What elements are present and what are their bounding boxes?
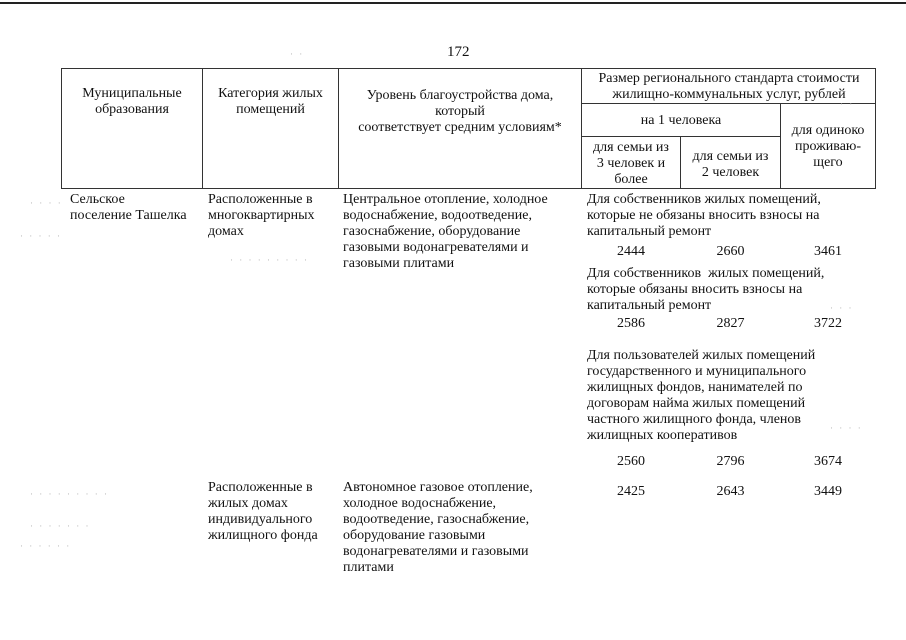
scan-noise: · · · · · · · · · <box>230 255 309 265</box>
scan-noise: · · <box>290 49 305 59</box>
value-family-2: 2660 <box>716 244 745 259</box>
scan-noise: · · · · · · · <box>30 521 91 531</box>
value-family-2: 2827 <box>716 316 745 331</box>
scan-noise: · · <box>840 99 855 109</box>
value-single: 3449 <box>814 484 842 499</box>
scan-top-border <box>0 2 906 4</box>
value-family-3: 2560 <box>617 454 645 469</box>
header-per-person: на 1 человека <box>640 113 722 128</box>
scan-noise: · · · · <box>830 423 863 433</box>
scan-noise: · · · · · · · · · <box>30 489 109 499</box>
scan-noise: · · · · <box>30 198 63 208</box>
value-single: 3461 <box>814 244 842 259</box>
value-family-2: 2796 <box>716 454 745 469</box>
value-single: 3722 <box>814 316 842 331</box>
value-single: 3674 <box>814 454 842 469</box>
value-family-3: 2425 <box>617 484 645 499</box>
value-family-3: 2444 <box>617 244 645 259</box>
value-family-2: 2643 <box>716 484 745 499</box>
scan-noise: · · · · · · <box>20 541 72 551</box>
scan-noise: · · · <box>830 303 854 313</box>
scan-noise: · · · · · <box>20 231 62 241</box>
page-number: 172 <box>447 44 470 60</box>
value-family-3: 2586 <box>617 316 645 331</box>
